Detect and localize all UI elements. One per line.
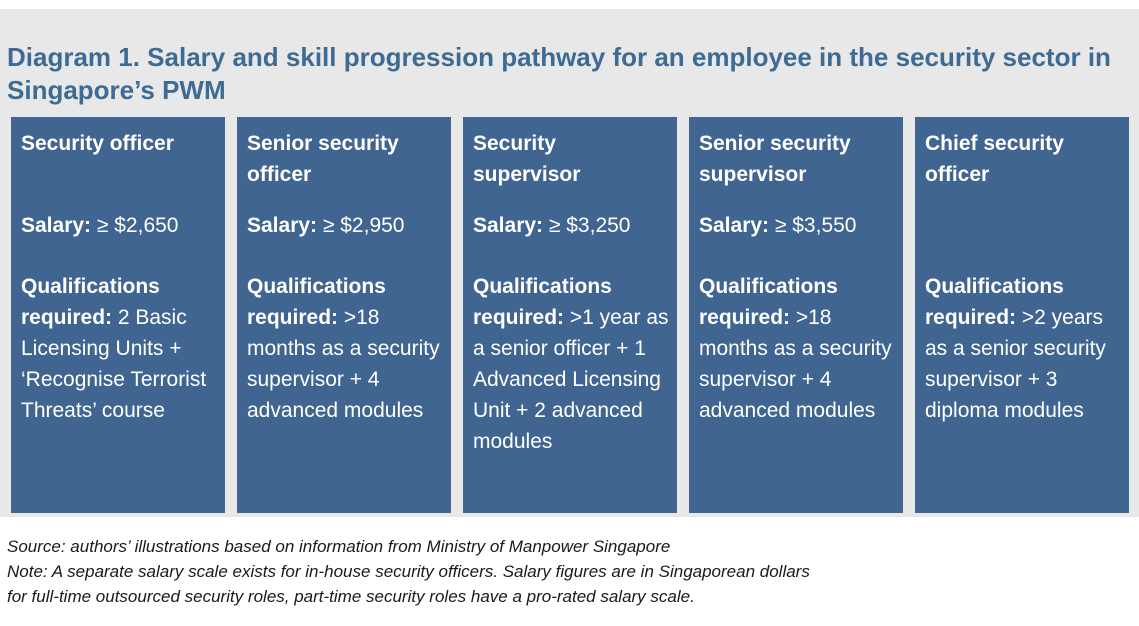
salary-value: ≥ $2,950 [322,214,405,237]
salary-label: Salary: [21,214,92,237]
qualifications-value: >2 years as a senior security supervisor + 3 diploma modules [925,306,1106,422]
role-title: Chief security officer [925,132,1064,186]
salary-line [247,210,443,241]
qualifications-line [699,271,895,426]
salary-value: ≥ $3,250 [548,214,631,237]
qualifications-label: Qualifications required: [473,275,612,329]
salary-line-empty [925,210,1121,241]
salary-label: Salary: [699,214,770,237]
salary-label: Salary: [473,214,544,237]
salary-label: Salary: [247,214,318,237]
role-title: Senior security officer [247,132,399,186]
note-line-1: Note: A separate salary scale exists for in-house security officers. Salary figures are in Singaporean dollars [7,562,810,581]
qualifications-line [247,271,443,426]
diagram-title: Diagram 1. Salary and skill progression pathway for an employee in the security sector in Singapore’s PWM [7,42,1111,105]
footnotes [7,534,1127,609]
card-senior-security-supervisor [689,117,903,513]
role-title: Security officer [21,132,174,155]
qualifications-label: Qualifications required: [247,275,386,329]
qualifications-value: >18 months as a security supervisor + 4 advanced modules [247,306,440,422]
salary-line [699,210,895,241]
card-security-supervisor [463,117,677,513]
qualifications-line [21,271,217,426]
card-senior-security-officer [237,117,451,513]
qualifications-line [925,271,1121,426]
salary-value: ≥ $2,650 [96,214,179,237]
qualifications-label: Qualifications required: [21,275,160,329]
source-note: Source: authors’ illustrations based on information from Ministry of Manpower Singapore [7,537,671,556]
card-security-officer [11,117,225,513]
qualifications-label: Qualifications required: [925,275,1064,329]
note-line-2: for full-time outsourced security roles, part-time security roles have a pro-rated salary scale. [7,587,695,606]
qualifications-value: >1 year as a senior officer + 1 Advanced Licensing Unit + 2 advanced modules [473,306,669,453]
salary-line [473,210,669,241]
salary-line [21,210,217,241]
role-title: Security supervisor [473,132,581,186]
salary-value: ≥ $3,550 [774,214,857,237]
role-title: Senior security supervisor [699,132,851,186]
qualifications-value: 2 Basic Licensing Units + ‘Recognise Terrorist Threats’ course [21,306,207,422]
qualifications-line [473,271,669,457]
career-pathway [11,117,1128,513]
card-chief-security-officer [915,117,1129,513]
qualifications-value: >18 months as a security supervisor + 4 advanced modules [699,306,892,422]
qualifications-label: Qualifications required: [699,275,838,329]
